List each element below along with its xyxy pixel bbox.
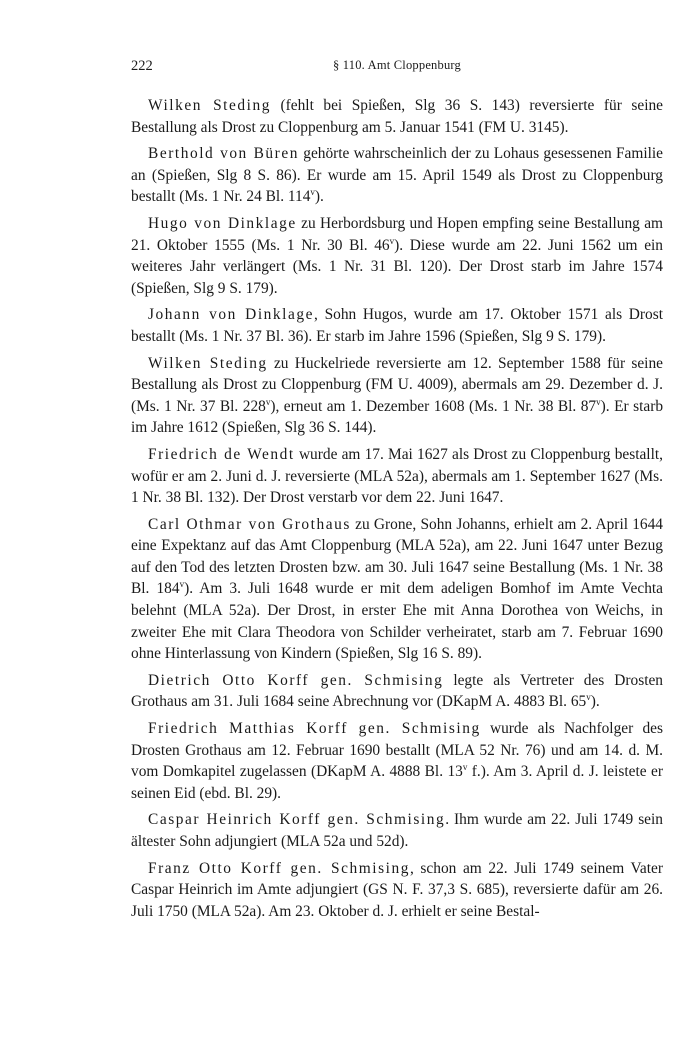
- page-header: [131, 58, 663, 80]
- entry-caspar-heinrich-korff: [131, 809, 663, 852]
- entry-text: zu Grone, Sohn Johanns, erhielt am 2. April 1644 eine Expektanz auf das Amt Cloppenburg (MLA 52a), am 22. Juni 1647 unter Bezug auf den Tod des letzten Drosten bzw. am 30. Juli 1647 seine Bestallung (Ms. 1 Nr. 38 Bl. 184: [131, 515, 664, 598]
- entry-text: . Ihm wurde am 22. Juli 1749 sein ältester Sohn adjungiert (MLA 52a und 52d).: [131, 811, 663, 850]
- entry-friedrich-de-wendt: [131, 444, 663, 509]
- person-name: Johann von Dinklage: [148, 306, 314, 324]
- person-name: Berthold von Büren: [148, 145, 299, 163]
- verso-mark: v: [265, 396, 271, 407]
- entry-friedrich-matthias-korff: [131, 718, 663, 804]
- entry-text: gehörte wahrscheinlich der zu Lohaus gesessenen Familie an (Spießen, Slg 8 S. 86). Er wurde am 15. April 1549 als Drost zu Cloppenburg bestallt (Ms. 1 Nr. 24 Bl. 114: [131, 145, 663, 206]
- verso-mark: v: [389, 235, 395, 246]
- entry-text: wurde als Nachfolger des Drosten Grothaus am 12. Februar 1690 bestallt (MLA 52 Nr. 76) und am 14. d. M. vom Domkapitel zugelassen (DKapM A. 4888 Bl. 13: [131, 720, 663, 781]
- entry-text-cont: ). Am 3. Juli 1648 wurde er mit dem adeligen Bomhof im Amte Vechta belehnt (MLA 52a). Der Drost, in erster Ehe mit Anna Dorothea von Weichs, in zweiter Ehe mit Clara Theodora von Schilder verheiratet, starb am 7. Februar 1690 ohne Hinterlassung von Kindern (Spießen, Slg 16 S. 89).: [131, 580, 664, 663]
- verso-mark: v: [310, 187, 315, 198]
- entry-franz-otto-korff: [131, 858, 663, 923]
- person-name: Wilken Steding: [148, 97, 271, 114]
- verso-mark: v: [462, 762, 468, 773]
- person-name: Friedrich de Wendt: [148, 445, 295, 463]
- entry-text: , schon am 22. Juli 1749 seinem Vater Caspar Heinrich im Amte adjungiert (GS N. F. 37,3 S. 685), reversierte dafür am 26. Juli 1750 (MLA 52a). Am 23. Oktober d. J. erhielt er seine Bestal-: [131, 859, 663, 920]
- entry-text: zu Huckelriede reversierte am 12. September 1588 für seine Bestallung als Drost zu Cloppenburg (FM U. 4009), abermals am 29. Dezember d. J. (Ms. 1 Nr. 37 Bl. 228: [131, 354, 663, 415]
- entry-wilken-steding-1: [131, 95, 663, 138]
- page-number: 222: [131, 58, 153, 74]
- entry-text-cont: ), erneut am 1. Dezember 1608 (Ms. 1 Nr. 38 Bl. 87: [270, 397, 597, 415]
- entry-text: zu Herbordsburg und Hopen empfing seine Bestallung am 21. Oktober 1555 (Ms. 1 Nr. 30 Bl. 46: [131, 214, 663, 254]
- entry-text-cont: ). Diese wurde am 22. Juni 1562 um ein weiteres Jahr verlängert (Ms. 1 Nr. 31 Bl. 120). Der Drost starb im Jahre 1574 (Spießen, Slg 9 S. 179).: [131, 236, 663, 297]
- person-name: Dietrich Otto Korff gen. Schmising: [148, 671, 444, 689]
- person-name: Friedrich Matthias Korff gen. Schmising: [148, 720, 481, 738]
- entry-wilken-steding-2: [131, 353, 663, 439]
- person-name: Wilken Steding: [148, 354, 268, 372]
- person-name: Hugo von Dinklage: [148, 214, 297, 232]
- entry-carl-othmar-von-grothaus: [131, 514, 663, 665]
- person-name: Caspar Heinrich Korff gen. Schmising: [148, 811, 446, 829]
- running-head: § 110. Amt Cloppenburg: [332, 58, 461, 72]
- person-name: Carl Othmar von Grothaus: [148, 515, 351, 533]
- entry-johann-von-dinklage: [131, 304, 663, 347]
- entry-dietrich-otto-korff: [131, 670, 663, 713]
- entry-text: (fehlt bei Spießen, Slg 36 S. 143) reversierte für seine Bestallung als Drost zu Cloppenburg am 5. Januar 1541 (FM U. 3145).: [131, 97, 663, 136]
- entry-text: , Sohn Hugos, wurde am 17. Oktober 1571 als Drost bestallt (Ms. 1 Nr. 37 Bl. 36). Er starb im Jahre 1596 (Spießen, Slg 9 S. 179).: [131, 306, 663, 345]
- person-name: Franz Otto Korff gen. Schmising: [148, 859, 410, 877]
- entry-berthold-von-bueren: [131, 143, 663, 208]
- verso-mark: v: [179, 579, 185, 590]
- verso-mark: v: [596, 396, 601, 407]
- entry-text-cont: ). Er starb im Jahre 1612 (Spießen, Slg 36 S. 144).: [131, 397, 664, 437]
- entry-hugo-von-dinklage: [131, 213, 663, 299]
- entry-text-cont: ).: [314, 188, 324, 206]
- entry-text: wurde am 17. Mai 1627 als Drost zu Cloppenburg bestallt, wofür er am 2. Juni d. J. reversierte (MLA 52a), abermals am 1. September 1627 (Ms. 1 Nr. 38 Bl. 132). Der Drost verstarb vor dem 22. Juni 1647.: [131, 445, 663, 507]
- verso-mark: v: [586, 692, 591, 703]
- entry-text-cont: f.). Am 3. April d. J. leistete er seinen Eid (ebd. Bl. 29).: [131, 763, 663, 802]
- body-text: [131, 95, 663, 927]
- entry-text: legte als Vertreter des Drosten Grothaus am 31. Juli 1684 seine Abrechnung vor (DKapM A. 4883 Bl. 65: [131, 671, 663, 711]
- entry-text-cont: ).: [590, 693, 600, 711]
